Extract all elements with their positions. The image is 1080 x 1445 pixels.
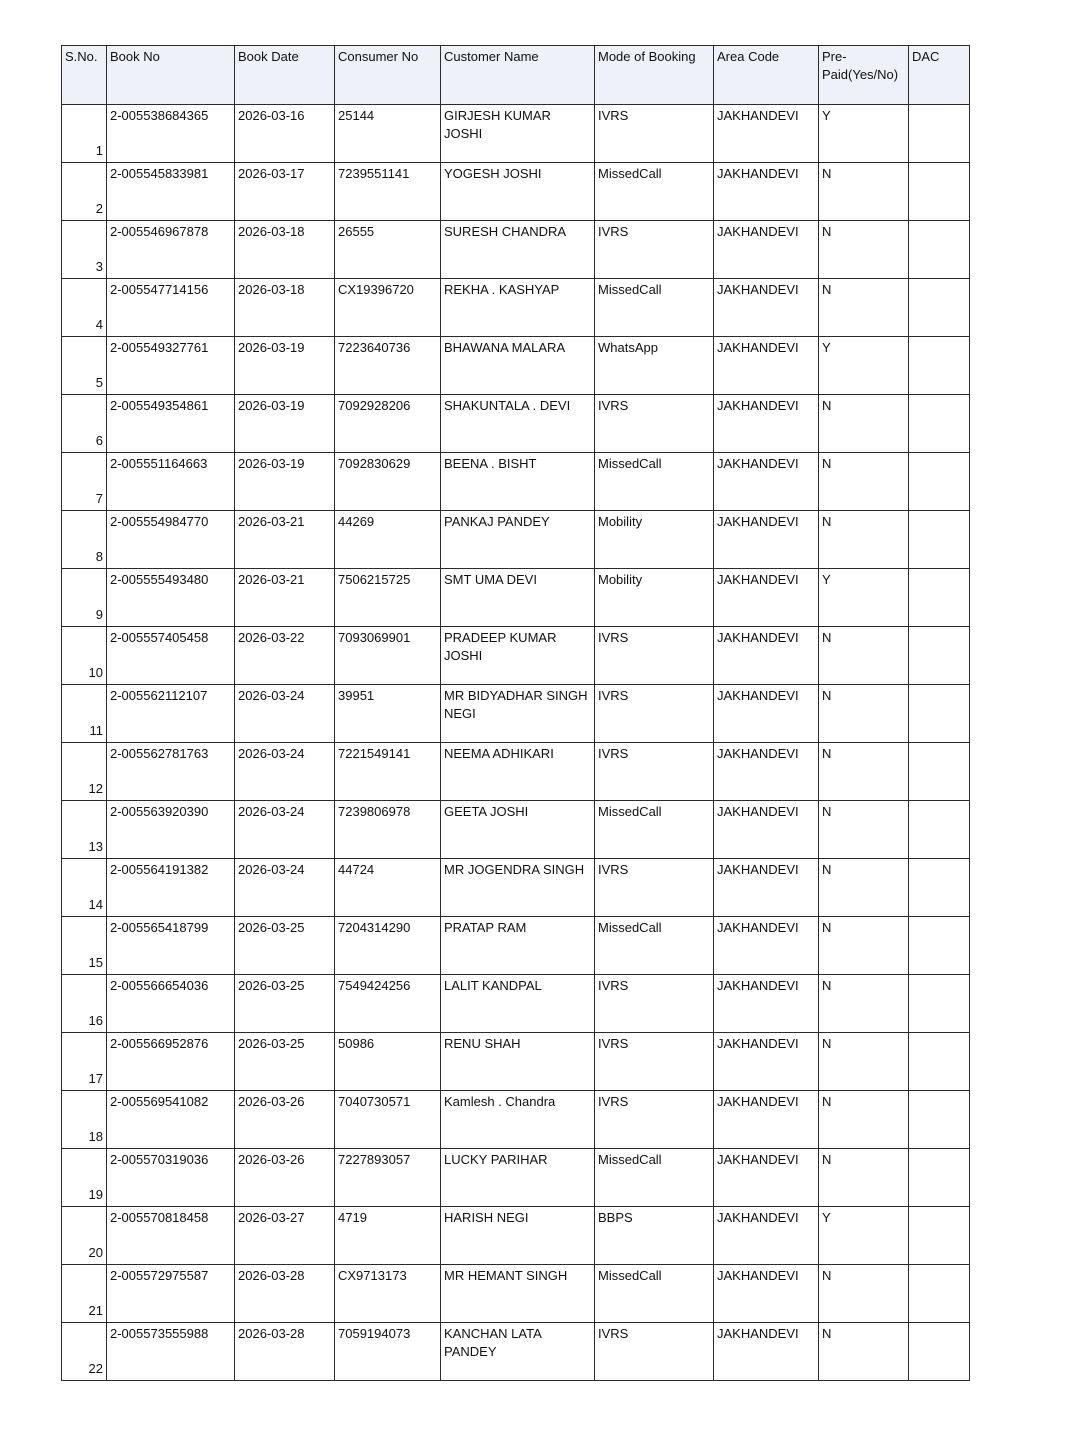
cell-mode-of-booking: IVRS bbox=[595, 975, 714, 1033]
cell-customer-name: GIRJESH KUMAR JOSHI bbox=[441, 105, 595, 163]
cell-sno: 8 bbox=[62, 511, 107, 569]
cell-consumer-no: 7092928206 bbox=[335, 395, 441, 453]
cell-sno: 17 bbox=[62, 1033, 107, 1091]
cell-area-code: JAKHANDEVI bbox=[714, 685, 819, 743]
cell-book-no: 2-005549327761 bbox=[107, 337, 235, 395]
cell-book-date: 2026-03-25 bbox=[235, 975, 335, 1033]
cell-consumer-no: 25144 bbox=[335, 105, 441, 163]
cell-book-date: 2026-03-25 bbox=[235, 1033, 335, 1091]
cell-sno: 14 bbox=[62, 859, 107, 917]
cell-dac bbox=[909, 453, 970, 511]
cell-book-no: 2-005566654036 bbox=[107, 975, 235, 1033]
cell-prepaid: N bbox=[819, 917, 909, 975]
cell-prepaid: N bbox=[819, 1265, 909, 1323]
cell-book-date: 2026-03-18 bbox=[235, 279, 335, 337]
cell-area-code: JAKHANDEVI bbox=[714, 1265, 819, 1323]
cell-customer-name: LUCKY PARIHAR bbox=[441, 1149, 595, 1207]
cell-prepaid: N bbox=[819, 743, 909, 801]
cell-area-code: JAKHANDEVI bbox=[714, 975, 819, 1033]
cell-prepaid: Y bbox=[819, 569, 909, 627]
cell-mode-of-booking: IVRS bbox=[595, 627, 714, 685]
table-row bbox=[62, 1207, 970, 1265]
cell-book-date: 2026-03-26 bbox=[235, 1149, 335, 1207]
header-customer-name: Customer Name bbox=[441, 46, 595, 105]
cell-area-code: JAKHANDEVI bbox=[714, 221, 819, 279]
cell-sno: 4 bbox=[62, 279, 107, 337]
cell-dac bbox=[909, 1265, 970, 1323]
cell-customer-name: PRATAP RAM bbox=[441, 917, 595, 975]
cell-consumer-no: 26555 bbox=[335, 221, 441, 279]
header-row bbox=[62, 46, 970, 105]
cell-consumer-no: 7092830629 bbox=[335, 453, 441, 511]
cell-dac bbox=[909, 685, 970, 743]
cell-book-no: 2-005570319036 bbox=[107, 1149, 235, 1207]
cell-prepaid: N bbox=[819, 511, 909, 569]
cell-area-code: JAKHANDEVI bbox=[714, 1149, 819, 1207]
cell-prepaid: N bbox=[819, 395, 909, 453]
cell-book-date: 2026-03-24 bbox=[235, 801, 335, 859]
cell-sno: 12 bbox=[62, 743, 107, 801]
cell-book-date: 2026-03-21 bbox=[235, 511, 335, 569]
cell-prepaid: N bbox=[819, 1033, 909, 1091]
cell-sno: 7 bbox=[62, 453, 107, 511]
cell-book-no: 2-005570818458 bbox=[107, 1207, 235, 1265]
header-consumer-no: Consumer No bbox=[335, 46, 441, 105]
header-book-no: Book No bbox=[107, 46, 235, 105]
cell-book-date: 2026-03-25 bbox=[235, 917, 335, 975]
cell-sno: 2 bbox=[62, 163, 107, 221]
cell-mode-of-booking: MissedCall bbox=[595, 453, 714, 511]
cell-book-no: 2-005551164663 bbox=[107, 453, 235, 511]
cell-book-no: 2-005573555988 bbox=[107, 1323, 235, 1381]
cell-book-date: 2026-03-27 bbox=[235, 1207, 335, 1265]
cell-area-code: JAKHANDEVI bbox=[714, 1091, 819, 1149]
table-row bbox=[62, 453, 970, 511]
cell-customer-name: SURESH CHANDRA bbox=[441, 221, 595, 279]
cell-book-date: 2026-03-18 bbox=[235, 221, 335, 279]
header-sno: S.No. bbox=[62, 46, 107, 105]
cell-book-date: 2026-03-24 bbox=[235, 743, 335, 801]
cell-mode-of-booking: MissedCall bbox=[595, 801, 714, 859]
cell-mode-of-booking: IVRS bbox=[595, 395, 714, 453]
cell-consumer-no: 7059194073 bbox=[335, 1323, 441, 1381]
cell-book-no: 2-005555493480 bbox=[107, 569, 235, 627]
cell-sno: 1 bbox=[62, 105, 107, 163]
cell-customer-name: YOGESH JOSHI bbox=[441, 163, 595, 221]
cell-sno: 9 bbox=[62, 569, 107, 627]
cell-prepaid: N bbox=[819, 279, 909, 337]
cell-customer-name: NEEMA ADHIKARI bbox=[441, 743, 595, 801]
table-row bbox=[62, 917, 970, 975]
table-row bbox=[62, 221, 970, 279]
cell-consumer-no: 7223640736 bbox=[335, 337, 441, 395]
header-dac: DAC bbox=[909, 46, 970, 105]
cell-consumer-no: 7040730571 bbox=[335, 1091, 441, 1149]
cell-consumer-no: 39951 bbox=[335, 685, 441, 743]
table-row bbox=[62, 859, 970, 917]
cell-book-no: 2-005549354861 bbox=[107, 395, 235, 453]
cell-customer-name: REKHA . KASHYAP bbox=[441, 279, 595, 337]
cell-sno: 21 bbox=[62, 1265, 107, 1323]
cell-mode-of-booking: IVRS bbox=[595, 859, 714, 917]
cell-dac bbox=[909, 395, 970, 453]
table-row bbox=[62, 337, 970, 395]
cell-mode-of-booking: WhatsApp bbox=[595, 337, 714, 395]
cell-sno: 16 bbox=[62, 975, 107, 1033]
cell-dac bbox=[909, 1033, 970, 1091]
cell-sno: 13 bbox=[62, 801, 107, 859]
cell-sno: 20 bbox=[62, 1207, 107, 1265]
cell-book-no: 2-005572975587 bbox=[107, 1265, 235, 1323]
cell-customer-name: BHAWANA MALARA bbox=[441, 337, 595, 395]
cell-book-date: 2026-03-19 bbox=[235, 337, 335, 395]
cell-mode-of-booking: BBPS bbox=[595, 1207, 714, 1265]
cell-customer-name: Kamlesh . Chandra bbox=[441, 1091, 595, 1149]
cell-area-code: JAKHANDEVI bbox=[714, 395, 819, 453]
cell-area-code: JAKHANDEVI bbox=[714, 801, 819, 859]
cell-prepaid: N bbox=[819, 859, 909, 917]
cell-area-code: JAKHANDEVI bbox=[714, 627, 819, 685]
cell-prepaid: N bbox=[819, 975, 909, 1033]
table-row bbox=[62, 511, 970, 569]
cell-dac bbox=[909, 569, 970, 627]
cell-dac bbox=[909, 337, 970, 395]
cell-consumer-no: 7227893057 bbox=[335, 1149, 441, 1207]
cell-sno: 11 bbox=[62, 685, 107, 743]
cell-area-code: JAKHANDEVI bbox=[714, 279, 819, 337]
table-row bbox=[62, 1149, 970, 1207]
cell-sno: 5 bbox=[62, 337, 107, 395]
cell-dac bbox=[909, 163, 970, 221]
cell-dac bbox=[909, 1207, 970, 1265]
cell-dac bbox=[909, 743, 970, 801]
cell-mode-of-booking: MissedCall bbox=[595, 1149, 714, 1207]
table-row bbox=[62, 975, 970, 1033]
cell-mode-of-booking: MissedCall bbox=[595, 917, 714, 975]
cell-book-date: 2026-03-24 bbox=[235, 685, 335, 743]
cell-consumer-no: 7239806978 bbox=[335, 801, 441, 859]
cell-area-code: JAKHANDEVI bbox=[714, 1033, 819, 1091]
cell-consumer-no: 7093069901 bbox=[335, 627, 441, 685]
cell-prepaid: Y bbox=[819, 105, 909, 163]
cell-area-code: JAKHANDEVI bbox=[714, 337, 819, 395]
cell-sno: 22 bbox=[62, 1323, 107, 1381]
cell-area-code: JAKHANDEVI bbox=[714, 569, 819, 627]
cell-dac bbox=[909, 1091, 970, 1149]
cell-customer-name: SHAKUNTALA . DEVI bbox=[441, 395, 595, 453]
cell-book-date: 2026-03-21 bbox=[235, 569, 335, 627]
cell-dac bbox=[909, 1149, 970, 1207]
table-row bbox=[62, 801, 970, 859]
cell-area-code: JAKHANDEVI bbox=[714, 917, 819, 975]
cell-book-no: 2-005538684365 bbox=[107, 105, 235, 163]
cell-area-code: JAKHANDEVI bbox=[714, 453, 819, 511]
cell-customer-name: HARISH NEGI bbox=[441, 1207, 595, 1265]
cell-dac bbox=[909, 801, 970, 859]
cell-area-code: JAKHANDEVI bbox=[714, 743, 819, 801]
cell-book-no: 2-005565418799 bbox=[107, 917, 235, 975]
cell-sno: 19 bbox=[62, 1149, 107, 1207]
cell-customer-name: PANKAJ PANDEY bbox=[441, 511, 595, 569]
cell-dac bbox=[909, 627, 970, 685]
cell-mode-of-booking: IVRS bbox=[595, 743, 714, 801]
cell-consumer-no: 7506215725 bbox=[335, 569, 441, 627]
cell-consumer-no: 50986 bbox=[335, 1033, 441, 1091]
cell-mode-of-booking: Mobility bbox=[595, 511, 714, 569]
cell-dac bbox=[909, 105, 970, 163]
cell-customer-name: BEENA . BISHT bbox=[441, 453, 595, 511]
table-row bbox=[62, 627, 970, 685]
bookings-table bbox=[61, 45, 970, 1381]
cell-book-no: 2-005545833981 bbox=[107, 163, 235, 221]
cell-book-date: 2026-03-19 bbox=[235, 395, 335, 453]
cell-sno: 15 bbox=[62, 917, 107, 975]
cell-dac bbox=[909, 221, 970, 279]
cell-mode-of-booking: IVRS bbox=[595, 685, 714, 743]
cell-prepaid: Y bbox=[819, 1207, 909, 1265]
cell-book-date: 2026-03-28 bbox=[235, 1323, 335, 1381]
cell-book-date: 2026-03-26 bbox=[235, 1091, 335, 1149]
cell-book-date: 2026-03-16 bbox=[235, 105, 335, 163]
header-prepaid: Pre-Paid(Yes/No) bbox=[819, 46, 909, 105]
cell-mode-of-booking: IVRS bbox=[595, 1323, 714, 1381]
cell-dac bbox=[909, 975, 970, 1033]
cell-area-code: JAKHANDEVI bbox=[714, 105, 819, 163]
table-row bbox=[62, 163, 970, 221]
table-row bbox=[62, 279, 970, 337]
header-book-date: Book Date bbox=[235, 46, 335, 105]
cell-sno: 6 bbox=[62, 395, 107, 453]
header-area-code: Area Code bbox=[714, 46, 819, 105]
cell-customer-name: RENU SHAH bbox=[441, 1033, 595, 1091]
cell-consumer-no: 7549424256 bbox=[335, 975, 441, 1033]
cell-prepaid: N bbox=[819, 685, 909, 743]
cell-area-code: JAKHANDEVI bbox=[714, 859, 819, 917]
cell-prepaid: N bbox=[819, 1091, 909, 1149]
cell-customer-name: GEETA JOSHI bbox=[441, 801, 595, 859]
cell-prepaid: N bbox=[819, 1323, 909, 1381]
cell-dac bbox=[909, 1323, 970, 1381]
cell-mode-of-booking: MissedCall bbox=[595, 163, 714, 221]
cell-book-no: 2-005547714156 bbox=[107, 279, 235, 337]
cell-book-date: 2026-03-22 bbox=[235, 627, 335, 685]
cell-mode-of-booking: IVRS bbox=[595, 1091, 714, 1149]
cell-prepaid: N bbox=[819, 221, 909, 279]
table-row bbox=[62, 1265, 970, 1323]
cell-area-code: JAKHANDEVI bbox=[714, 1207, 819, 1265]
cell-customer-name: SMT UMA DEVI bbox=[441, 569, 595, 627]
cell-book-no: 2-005557405458 bbox=[107, 627, 235, 685]
cell-prepaid: N bbox=[819, 627, 909, 685]
cell-mode-of-booking: MissedCall bbox=[595, 279, 714, 337]
cell-prepaid: N bbox=[819, 163, 909, 221]
cell-dac bbox=[909, 859, 970, 917]
cell-prepaid: Y bbox=[819, 337, 909, 395]
cell-prepaid: N bbox=[819, 1149, 909, 1207]
table-row bbox=[62, 395, 970, 453]
cell-area-code: JAKHANDEVI bbox=[714, 163, 819, 221]
cell-consumer-no: 7239551141 bbox=[335, 163, 441, 221]
cell-customer-name: MR HEMANT SINGH bbox=[441, 1265, 595, 1323]
table-row bbox=[62, 1323, 970, 1381]
table-row bbox=[62, 1091, 970, 1149]
cell-consumer-no: CX9713173 bbox=[335, 1265, 441, 1323]
cell-consumer-no: CX19396720 bbox=[335, 279, 441, 337]
cell-consumer-no: 7221549141 bbox=[335, 743, 441, 801]
cell-dac bbox=[909, 511, 970, 569]
cell-book-no: 2-005569541082 bbox=[107, 1091, 235, 1149]
cell-consumer-no: 44269 bbox=[335, 511, 441, 569]
cell-mode-of-booking: Mobility bbox=[595, 569, 714, 627]
cell-book-no: 2-005562781763 bbox=[107, 743, 235, 801]
cell-dac bbox=[909, 917, 970, 975]
cell-consumer-no: 4719 bbox=[335, 1207, 441, 1265]
table-row bbox=[62, 105, 970, 163]
cell-customer-name: MR BIDYADHAR SINGH NEGI bbox=[441, 685, 595, 743]
cell-customer-name: PRADEEP KUMAR JOSHI bbox=[441, 627, 595, 685]
cell-customer-name: MR JOGENDRA SINGH bbox=[441, 859, 595, 917]
cell-mode-of-booking: IVRS bbox=[595, 105, 714, 163]
cell-customer-name: LALIT KANDPAL bbox=[441, 975, 595, 1033]
cell-sno: 18 bbox=[62, 1091, 107, 1149]
table-row bbox=[62, 743, 970, 801]
cell-dac bbox=[909, 279, 970, 337]
cell-mode-of-booking: IVRS bbox=[595, 1033, 714, 1091]
cell-sno: 3 bbox=[62, 221, 107, 279]
cell-customer-name: KANCHAN LATA PANDEY bbox=[441, 1323, 595, 1381]
cell-consumer-no: 44724 bbox=[335, 859, 441, 917]
cell-consumer-no: 7204314290 bbox=[335, 917, 441, 975]
table-row bbox=[62, 685, 970, 743]
cell-mode-of-booking: MissedCall bbox=[595, 1265, 714, 1323]
table-row bbox=[62, 1033, 970, 1091]
cell-book-no: 2-005554984770 bbox=[107, 511, 235, 569]
cell-book-no: 2-005546967878 bbox=[107, 221, 235, 279]
table-row bbox=[62, 569, 970, 627]
cell-area-code: JAKHANDEVI bbox=[714, 511, 819, 569]
cell-book-no: 2-005566952876 bbox=[107, 1033, 235, 1091]
cell-book-date: 2026-03-24 bbox=[235, 859, 335, 917]
cell-book-date: 2026-03-28 bbox=[235, 1265, 335, 1323]
cell-sno: 10 bbox=[62, 627, 107, 685]
cell-prepaid: N bbox=[819, 453, 909, 511]
cell-book-no: 2-005562112107 bbox=[107, 685, 235, 743]
cell-mode-of-booking: IVRS bbox=[595, 221, 714, 279]
cell-area-code: JAKHANDEVI bbox=[714, 1323, 819, 1381]
cell-book-no: 2-005563920390 bbox=[107, 801, 235, 859]
cell-prepaid: N bbox=[819, 801, 909, 859]
cell-book-date: 2026-03-19 bbox=[235, 453, 335, 511]
cell-book-date: 2026-03-17 bbox=[235, 163, 335, 221]
header-mode-of-booking: Mode of Booking bbox=[595, 46, 714, 105]
cell-book-no: 2-005564191382 bbox=[107, 859, 235, 917]
